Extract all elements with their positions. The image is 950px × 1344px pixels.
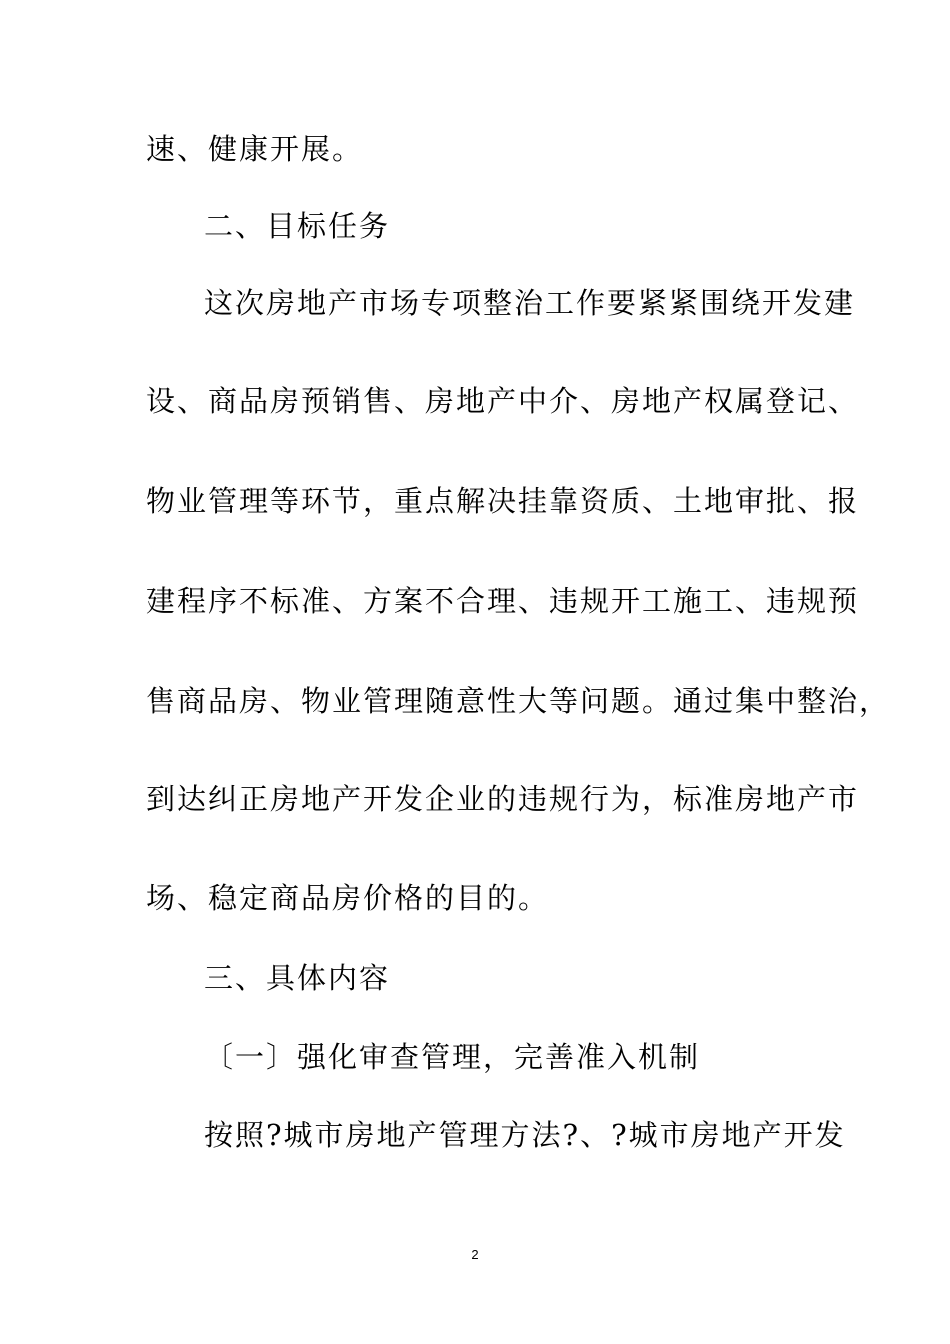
- body-text-line: 速、健康开展。: [146, 132, 364, 166]
- body-text-line: 物业管理等环节，重点解决挂靠资质、土地审批、报: [146, 484, 860, 518]
- body-text-line: 设、商品房预销售、房地产中介、房地产权属登记、: [146, 384, 860, 418]
- subsection-heading: 〔一〕强化审查管理，完善准入机制: [204, 1040, 701, 1074]
- body-text-line: 这次房地产市场专项整治工作要紧紧围绕开发建: [204, 286, 856, 320]
- body-text-line: 售商品房、物业管理随意性大等问题。通过集中整治，: [146, 684, 891, 718]
- page-number: 2: [471, 1247, 479, 1262]
- body-text-line: 按照?城市房地产管理方法?、?城市房地产开发: [204, 1118, 846, 1152]
- body-text-line: 建程序不标准、方案不合理、违规开工施工、违规预: [146, 584, 860, 618]
- body-text-line: 场、稳定商品房价格的目的。: [146, 881, 550, 915]
- section-heading: 二、目标任务: [204, 209, 391, 243]
- body-text-line: 到达纠正房地产开发企业的违规行为，标准房地产市: [146, 782, 860, 816]
- section-heading: 三、具体内容: [204, 961, 391, 995]
